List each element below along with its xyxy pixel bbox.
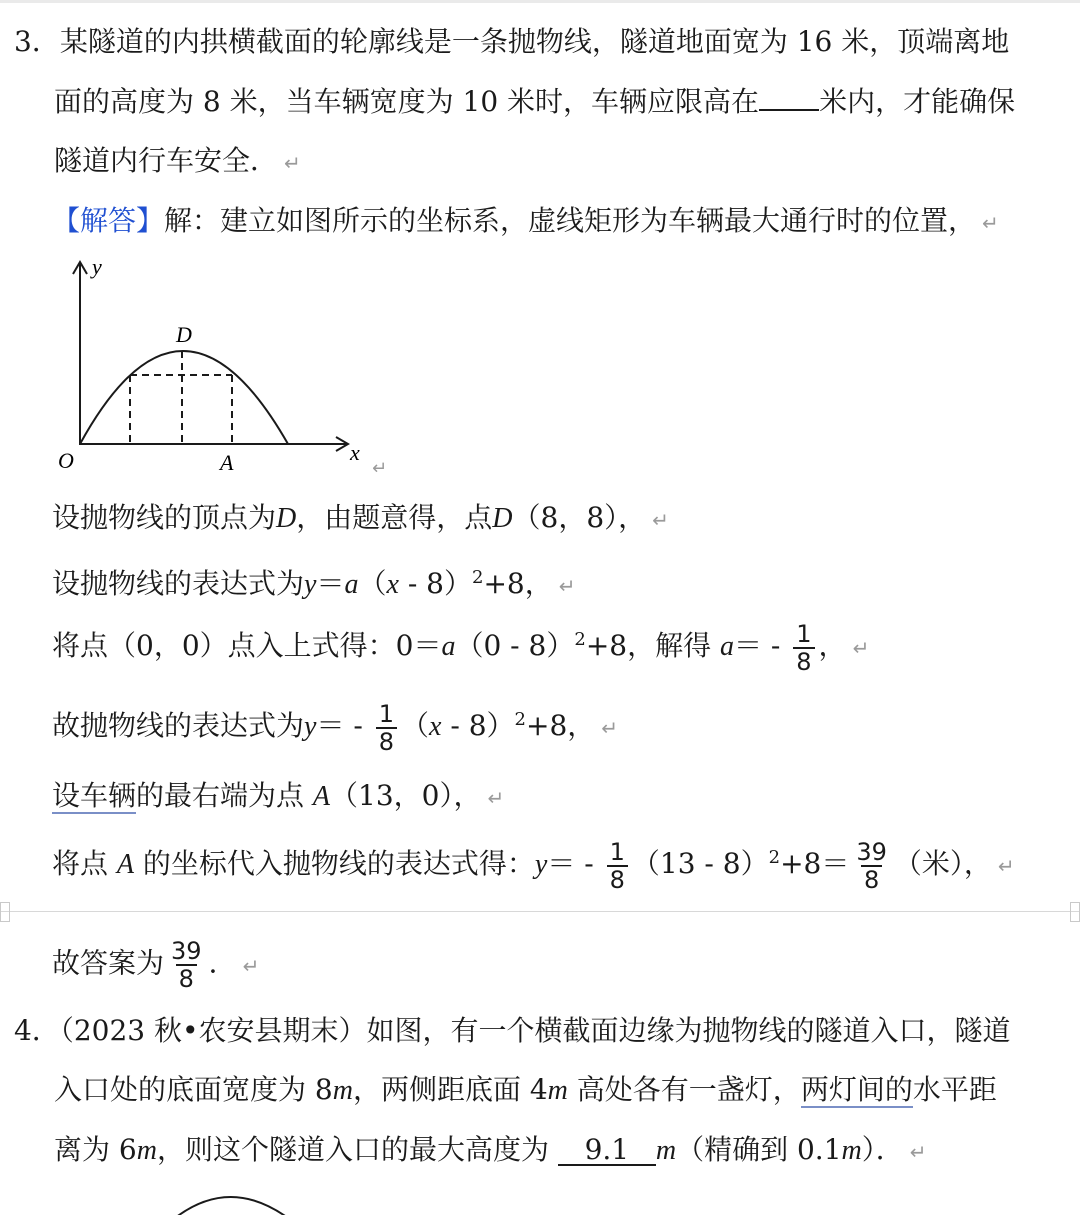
var-a: a: [441, 631, 456, 662]
step6-text-d: （13 - 8）: [631, 847, 769, 880]
paragraph-mark-icon: ↵: [909, 1140, 927, 1164]
problem4-text-3b: ，则这个隧道入口的最大高度为: [156, 1133, 558, 1166]
underlined-text: 设车辆: [52, 779, 137, 812]
problem3-line3: [54, 141, 301, 183]
fraction-39-eighths: [853, 839, 890, 893]
paragraph-mark-icon: ↵: [372, 458, 388, 479]
problem3-text-1: 某隧道的内拱横截面的轮廓线是一条抛物线，隧道地面宽为 16 米，顶端离地: [59, 25, 1010, 58]
var-y: y: [304, 569, 317, 600]
denominator: 8: [793, 647, 814, 675]
fraction-one-eighth: [607, 839, 628, 893]
problem3-line2: [54, 82, 1015, 122]
step3-text-e: ，: [818, 629, 847, 662]
problem4-text-2a: 入口处的底面宽度为 8: [54, 1073, 333, 1106]
label-o: O: [58, 448, 74, 473]
tunnel-arc: [175, 1197, 288, 1215]
var-a-point: A: [116, 849, 135, 880]
step2-text-b: （: [358, 567, 387, 600]
step2-text-a: 设抛物线的表达式为: [52, 567, 305, 600]
problem4-text-3d: ）．: [861, 1133, 904, 1166]
fraction-39-eighths: [168, 938, 205, 992]
step5-text-a: 的最右端为点: [136, 779, 313, 812]
numerator: 1: [609, 837, 625, 866]
paragraph-mark-icon: ↵: [487, 786, 505, 810]
page-break-line: [0, 911, 1080, 912]
numerator: 39: [171, 937, 202, 965]
var-a: a: [720, 631, 734, 662]
step-5: [52, 776, 504, 818]
step4-text-a: 故抛物线的表达式为: [52, 709, 305, 742]
problem4-line3: [54, 1130, 927, 1172]
problem4-text-2c: 高处各有一盏灯，: [567, 1073, 801, 1106]
page-break-marker-right: [1070, 902, 1080, 922]
step1-text-c: （8，8），: [512, 501, 647, 534]
label-y: y: [92, 254, 102, 279]
top-edge: [0, 0, 1080, 3]
step-6: [52, 838, 1015, 893]
tunnel-figure-partial: [170, 1188, 300, 1215]
var-d: D: [276, 503, 297, 534]
paragraph-mark-icon: ↵: [852, 636, 870, 660]
solution-intro: [52, 201, 999, 243]
paragraph-mark-icon: ↵: [982, 211, 999, 235]
step6-text-c: ＝ -: [547, 847, 603, 880]
answer-blank[interactable]: [558, 1133, 656, 1166]
denominator: 8: [376, 727, 397, 755]
step4-text-d: - 8）: [441, 709, 515, 742]
solution-intro-text: 解：建立如图所示的坐标系，虚线矩形为车辆最大通行时的位置，: [164, 204, 977, 237]
numerator: 1: [796, 619, 812, 648]
step1-text-a: 设抛物线的顶点为: [52, 501, 277, 534]
problem3-line1: [14, 22, 1009, 62]
step4-text-e: +8，: [525, 709, 596, 742]
label-x: x: [350, 440, 360, 465]
step4-text-c: （: [401, 709, 430, 742]
denominator: 8: [607, 865, 628, 893]
unit-m: m: [547, 1075, 568, 1106]
step2-text-c: - 8）: [398, 567, 472, 600]
problem4-text-2b: ，两侧距底面 4: [352, 1073, 548, 1106]
problem3-text-2b: 米内，才能确保: [819, 85, 1016, 118]
var-x: x: [429, 711, 442, 742]
solution-tag: 【解答】: [52, 204, 165, 237]
var-y: y: [304, 711, 317, 742]
problem4-line1: [14, 1011, 1011, 1051]
paragraph-mark-icon: ↵: [558, 574, 576, 598]
problem3-number: 3．: [14, 25, 60, 58]
paragraph-mark-icon: ↵: [601, 716, 619, 740]
problem4-line2: [54, 1070, 997, 1111]
problem4-text-3c: （精确到 0.1: [676, 1133, 842, 1166]
underlined-text: 两灯间的: [800, 1073, 913, 1106]
exponent: 2: [514, 709, 526, 730]
unit-m: m: [332, 1075, 353, 1106]
step3-text-c: +8，解得: [585, 629, 720, 662]
paragraph-mark-icon: ↵: [242, 953, 260, 978]
label-d: D: [176, 322, 192, 347]
var-x: x: [386, 569, 399, 600]
paragraph-mark-icon: ↵: [997, 854, 1015, 878]
numerator: 1: [378, 699, 394, 728]
step1-text-b: ，由题意得，点: [296, 501, 493, 534]
var-a-point: A: [312, 781, 331, 812]
step6-text-e: +8＝: [780, 847, 850, 880]
step4-text-b: ＝ -: [316, 709, 372, 742]
step-7: [52, 938, 259, 992]
problem4-text-2d: 水平距: [912, 1073, 997, 1106]
step-2: [52, 558, 576, 606]
step-1: [52, 498, 669, 540]
problem3-text-2a: 面的高度为 8 米，当车辆宽度为 10 米时，车辆应限高在: [54, 85, 760, 118]
answer-value: 9.1: [584, 1133, 630, 1166]
label-a: A: [220, 450, 234, 475]
step5-text-b: （13，0），: [330, 779, 482, 812]
step7-text-a: 故答案为: [52, 946, 165, 980]
unit-m: m: [841, 1135, 862, 1166]
step6-text-b: 的坐标代入抛物线的表达式得：: [134, 847, 535, 880]
fraction-one-eighth: [793, 621, 814, 675]
denominator: 8: [176, 964, 197, 992]
step6-text-a: 将点: [52, 847, 117, 880]
problem4-number: 4．: [14, 1014, 60, 1047]
step6-text-f: （米），: [893, 847, 992, 880]
var-d: D: [492, 503, 513, 534]
exponent: 2: [472, 567, 484, 588]
denominator: 8: [861, 865, 882, 893]
parabola-figure: [50, 252, 410, 482]
var-a: a: [344, 569, 359, 600]
paragraph-mark-icon: ↵: [652, 508, 669, 532]
step-4: [52, 700, 618, 755]
step3-text-b: （0 - 8）: [455, 629, 575, 662]
paragraph-mark-icon: ↵: [284, 151, 301, 175]
step3-text-d: ＝ -: [734, 629, 790, 662]
problem3-text-3: 隧道内行车安全．: [54, 144, 279, 177]
answer-blank[interactable]: [759, 109, 819, 111]
equals-sign: ＝: [316, 567, 345, 600]
fraction-one-eighth: [376, 701, 397, 755]
problem4-text-3a: 离为 6: [54, 1133, 137, 1166]
unit-m: m: [136, 1135, 157, 1166]
step7-text-b: ．: [208, 946, 237, 980]
step2-text-d: +8，: [483, 567, 553, 600]
page-break-marker-left: [0, 902, 10, 922]
parabola-curve: [80, 351, 288, 444]
step3-text-a: 将点（0，0）点入上式得：0＝: [52, 629, 442, 662]
unit-m: m: [655, 1135, 677, 1166]
exponent: 2: [768, 847, 781, 868]
problem4-text-1: （2023 秋•农安县期末）如图，有一个横截面边缘为抛物线的隧道入口，隧道: [59, 1014, 1011, 1047]
var-y: y: [534, 849, 548, 880]
numerator: 39: [856, 837, 887, 866]
exponent: 2: [574, 629, 586, 650]
step-3: [52, 620, 869, 675]
